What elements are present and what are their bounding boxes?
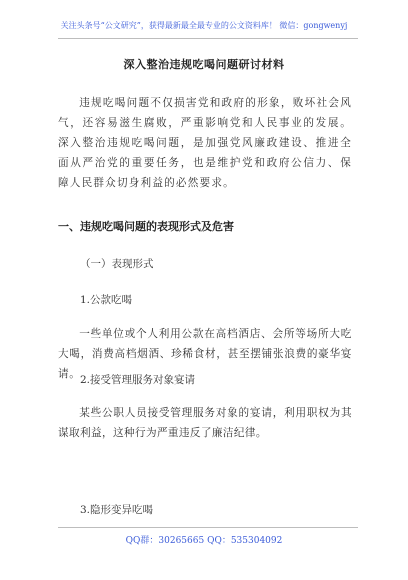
item-paragraph-public-funds: 一些单位或个人利用公款在高档酒店、会所等场所大吃大喝，消费高档烟酒、珍稀食材，甚至摆铺张浪费的豪华宴请。 (58, 328, 352, 380)
subsection-heading: （一）表现形式 (80, 258, 154, 270)
item-heading-public-funds: 1.公款吃喝 (80, 294, 133, 306)
header-divider (58, 38, 358, 39)
footer-divider (58, 527, 358, 528)
footer-contact: QQ群：30265665 QQ：535304092 (125, 536, 283, 546)
document-title: 深入整治违规吃喝问题研讨材料 (123, 58, 285, 71)
item-paragraph-accepting-banquets: 某些公职人员接受管理服务对象的宴请，利用职权为其谋取利益，这种行为严重违反了廉洁纪律。 (58, 407, 352, 439)
item-heading-hidden-dining: 3.隐形变异吃喝 (80, 504, 154, 516)
intro-paragraph: 违规吃喝问题不仅损害党和政府的形象，败坏社会风气，还容易滋生腐败，严重影响党和人民事业的发展。深入整治违规吃喝问题，是加强党风廉政建设、推进全面从严治党的重要任务，也是维护党和政府公信力、保障人民群众切身利益的必然要求。 (58, 97, 352, 189)
item-heading-accepting-banquets: 2.接受管理服务对象宴请 (80, 374, 196, 386)
section-heading: 一、违规吃喝问题的表现形式及危害 (58, 220, 234, 233)
header-banner: 关注头条号“公文研究”，获得最新最全最专业的公文资料库！ 微信：gongwenyj (60, 21, 348, 30)
